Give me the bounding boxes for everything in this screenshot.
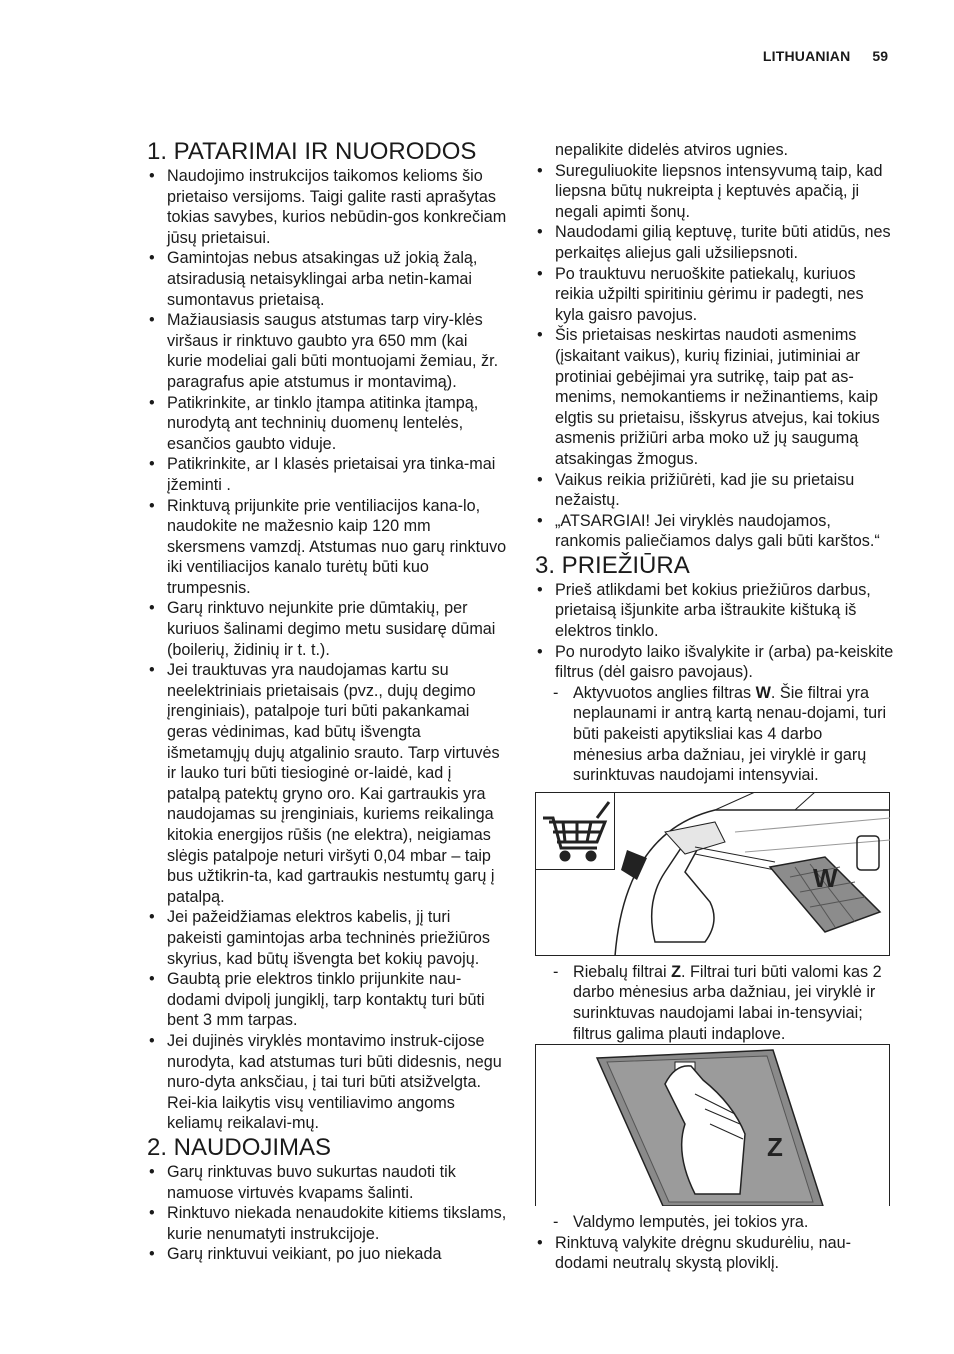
filter-sublist-3: [535, 1212, 895, 1233]
list-item: [535, 642, 895, 683]
bold-label: Z: [671, 962, 681, 981]
list-item: • Gamintojas nebus atsakingas už jokią žalą, atsiradusią netaisyklingai arba netin-kamai sumontavus prietaisą.: [147, 248, 507, 310]
list-item: • Naudojimo instrukcijos taikomos kelioms šio prietaiso versijoms. Taigi galite rasti aprašytas tokias savybes, kurios nebūdin-gos konkrečiam jūsų prietaisui.: [147, 166, 507, 248]
section-3-title: 3. PRIEŽIŪRA: [535, 551, 690, 579]
list-item: • Garų rinktuvas buvo sukurtas naudoti tik namuose virtuvės kvapams šalinti.: [147, 1162, 507, 1203]
list-item: • Rinktuvo niekada nenaudokite kitiems tikslams, kurie nenumatyti instrukcijoje.: [147, 1203, 507, 1244]
page-number: 59: [872, 48, 888, 64]
section-1-list: [147, 166, 507, 1134]
list-item: • Šis prietaisas neskirtas naudoti asmenims (įskaitant vaikus), kurių fiziniai, jutiminiai ar protiniai gebėjimai yra sutrikę, taip pat as-menims, nemokantiems ir nežinantiems, kaip elgtis su prietaisu, išskyrus atvejus, kai tokius asmenis prižiūri arba moko už jų saugumą atsakingas žmogus.: [535, 325, 895, 469]
grease-filter-illustration: [535, 1044, 895, 1206]
list-item-continuation: nepalikite didelės atviros ugnies.: [555, 141, 789, 159]
label-z: Z: [767, 1132, 783, 1163]
list-item: • Garų rinktuvo nejunkite prie dūmtakių, per kuriuos šalinami degimo metu susidarę dūmai (boilerių, židinių ir t. t.).: [147, 598, 507, 660]
section-3-list-end: [535, 1233, 895, 1274]
sublist-item-indicator-lights: - Valdymo lemputės, jei tokios yra.: [535, 1212, 895, 1233]
sublist-item-carbon-filter: [535, 683, 895, 786]
filter-sublist: [535, 683, 895, 786]
list-item: • Jei trauktuvas yra naudojamas kartu su neelektriniais prietaisais (pvz., dujų degimo įrenginiais), patalpoje turi būti pakankamai geras vėdinimas, kad būtų išvengta išmetamųjų dujų atgalinio srauto. Tarp virtuvės ir lauko turi būti tiesioginė or-laidė, kad į patalpą patektų gryno oro. Kai gartraukis yra naudojamas su įrenginiais, kuriems reikalinga kitokia energijos rūšis (ne elektra), neigiamas slėgis patalpoje neturi viršyti 0,04 mbar – taip bus užtikrin-ta, kad gartraukis nestumtų garų į patalpą.: [147, 660, 507, 907]
label-w: W: [813, 862, 838, 893]
text: Riebalų filtrai: [573, 962, 672, 981]
list-item: • Naudodami gilią keptuvę, turite būti atidūs, nes perkaitęs aliejus gali užsiliepsnoti.: [535, 222, 895, 263]
list-item: • Patikrinkite, ar tinklo įtampa atitinka įtampą, nurodytą ant techninių duomenų lentelės, esančios gaubto viduje.: [147, 393, 507, 455]
list-item: • Prieš atlikdami bet kokius priežiūros darbus, prietaisą išjunkite arba ištraukite kištuką iš elektros tinklo.: [535, 580, 895, 642]
bold-label: W: [755, 683, 771, 702]
page-header: [763, 48, 888, 64]
section-2-title: 2. NAUDOJIMAS: [147, 1133, 332, 1161]
list-item: • Vaikus reikia prižiūrėti, kad jie su prietaisu nežaistų.: [535, 470, 895, 511]
text: Aktyvuotos anglies filtras: [573, 683, 756, 702]
text: . Filtrai turi būti valomi kas 2 darbo mėnesius arba dažniau, jei viryklė ir surinktuvas naudojami labai in-tensyviai; filtrus galima plauti indaplove.: [573, 962, 882, 1043]
right-column: [535, 140, 895, 1274]
list-item: • Sureguliuokite liepsnos intensyvumą taip, kad liepsna būtų nukreipta į keptuvės apačią, ji negali apimti šonų.: [535, 161, 895, 223]
header-language: LITHUANIAN: [762, 48, 851, 64]
list-item: • Po trauktuvu neruoškite patiekalų, kuriuos reikia užpilti spiritiniu gėrimu ir padegti, nes kyla gaisro pavojus.: [535, 264, 895, 326]
list-item: • Rinktuvą prijunkite prie ventiliacijos kana-lo, naudokite ne mažesnio kaip 120 mm skersmens vamzdį. Atstumas nuo garų rinktuvo iki ventiliacijos kanalo turėtų būti kuo trumpesnis.: [147, 496, 507, 599]
list-item: • Jei dujinės viryklės montavimo instruk-cijose nurodyta, kad atstumas turi būti didesnis, negu nuro-dyta anksčiau, į tai turi būti atsižvelgta. Rei-kia laikytis visų ventiliavimo angoms keliamų reikalavi-mų.: [147, 1031, 507, 1134]
sublist-item-grease-filter: [535, 962, 895, 1044]
filter-sublist-2: [535, 962, 895, 1044]
list-item-text: Po nurodyto laiko išvalykite ir (arba) pa-keiskite filtrus (dėl gaisro pavojaus).: [555, 642, 894, 682]
list-item: • „ATSARGIAI! Jei viryklės naudojamos, rankomis paliečiamos dalys gali būti karštos.“: [535, 511, 895, 552]
carbon-filter-illustration: [535, 792, 895, 956]
left-column: [147, 138, 507, 1265]
section-2-list-continued: [535, 161, 895, 552]
list-item: • Rinktuvą valykite drėgnu skudurėliu, nau-dodami neutralų skystą ploviklį.: [535, 1233, 895, 1274]
list-item: • Patikrinkite, ar I klasės prietaisai yra tinka-mai įžeminti .: [147, 454, 507, 495]
section-3-list: [535, 580, 895, 683]
text: . Šie filtrai yra neplaunami ir antrą kartą nenau-dojami, turi būti pakeisti apytiksliai kas 4 darbo mėnesius arba dažniau, jei viryklė ir garų surinktuvas naudojami intensyviai.: [573, 683, 887, 785]
section-2-list: [147, 1162, 507, 1265]
section-1-title: 1. PATARIMAI IR NUORODOS: [147, 138, 477, 165]
list-item: • Garų rinktuvui veikiant, po juo niekada: [147, 1244, 507, 1265]
list-item: • Jei pažeidžiamas elektros kabelis, jį turi pakeisti gamintojas arba techninės priežiūros skyrius, kad būtų išvengta bet kokių pavojų.: [147, 907, 507, 969]
list-item: • Gaubtą prie elektros tinklo prijunkite nau-dodami dvipolį jungiklį, tarp kontaktų turi būti bent 3 mm tarpas.: [147, 969, 507, 1031]
list-item: • Mažiausiasis saugus atstumas tarp viry-klės viršaus ir rinktuvo gaubto yra 650 mm (kai kurie modeliai gali būti montuojami žemiau, žr. paragrafus apie atstumus ir montavimą).: [147, 310, 507, 392]
